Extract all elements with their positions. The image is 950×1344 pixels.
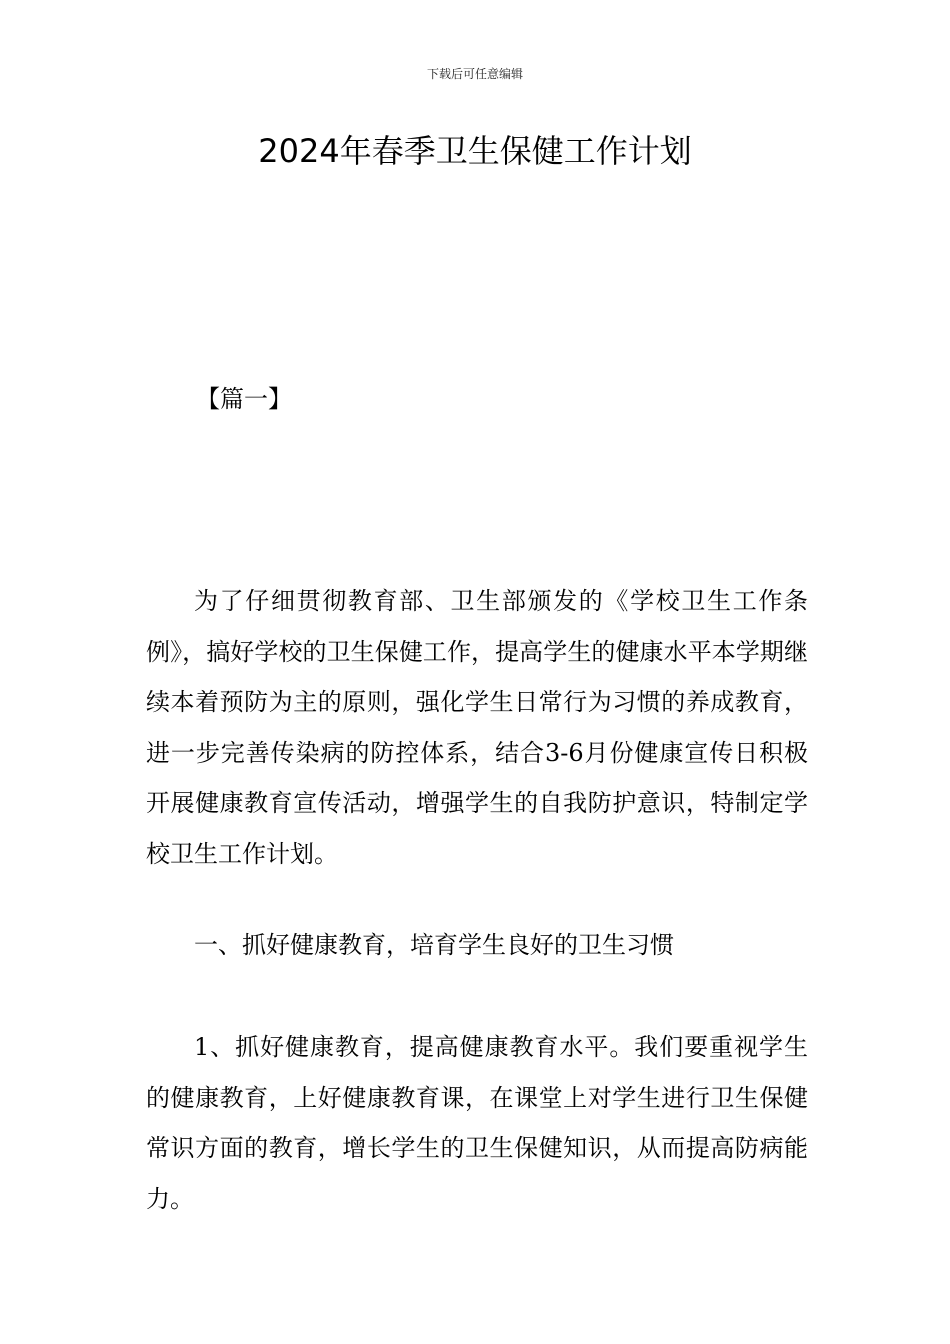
intro-paragraph: 为了仔细贯彻教育部、卫生部颁发的《学校卫生工作条例》，搞好学校的卫生保健工作，提高学生的健康水平本学期继续本着预防为主的原则，强化学生日常行为习惯的养成教育，进一步完善传染病的防控体系，结合3-6月份健康宣传日积极开展健康教育宣传活动，增强学生的自我防护意识，特制定学校卫生工作计划。: [146, 587, 808, 868]
section-heading-1: 一、抓好健康教育，培育学生良好的卫生习惯: [194, 931, 674, 959]
header-note: 下载后可任意编辑: [426, 67, 523, 81]
document-title: 2024年春季卫生保健工作计划: [258, 132, 692, 170]
item-1-paragraph: 1、抓好健康教育，提高健康教育水平。我们要重视学生的健康教育，上好健康教育课，在课堂上对学生进行卫生保健常识方面的教育，增长学生的卫生保健知识，从而提高防病能力。: [146, 1033, 808, 1213]
section-label: 【篇一】: [196, 385, 292, 413]
